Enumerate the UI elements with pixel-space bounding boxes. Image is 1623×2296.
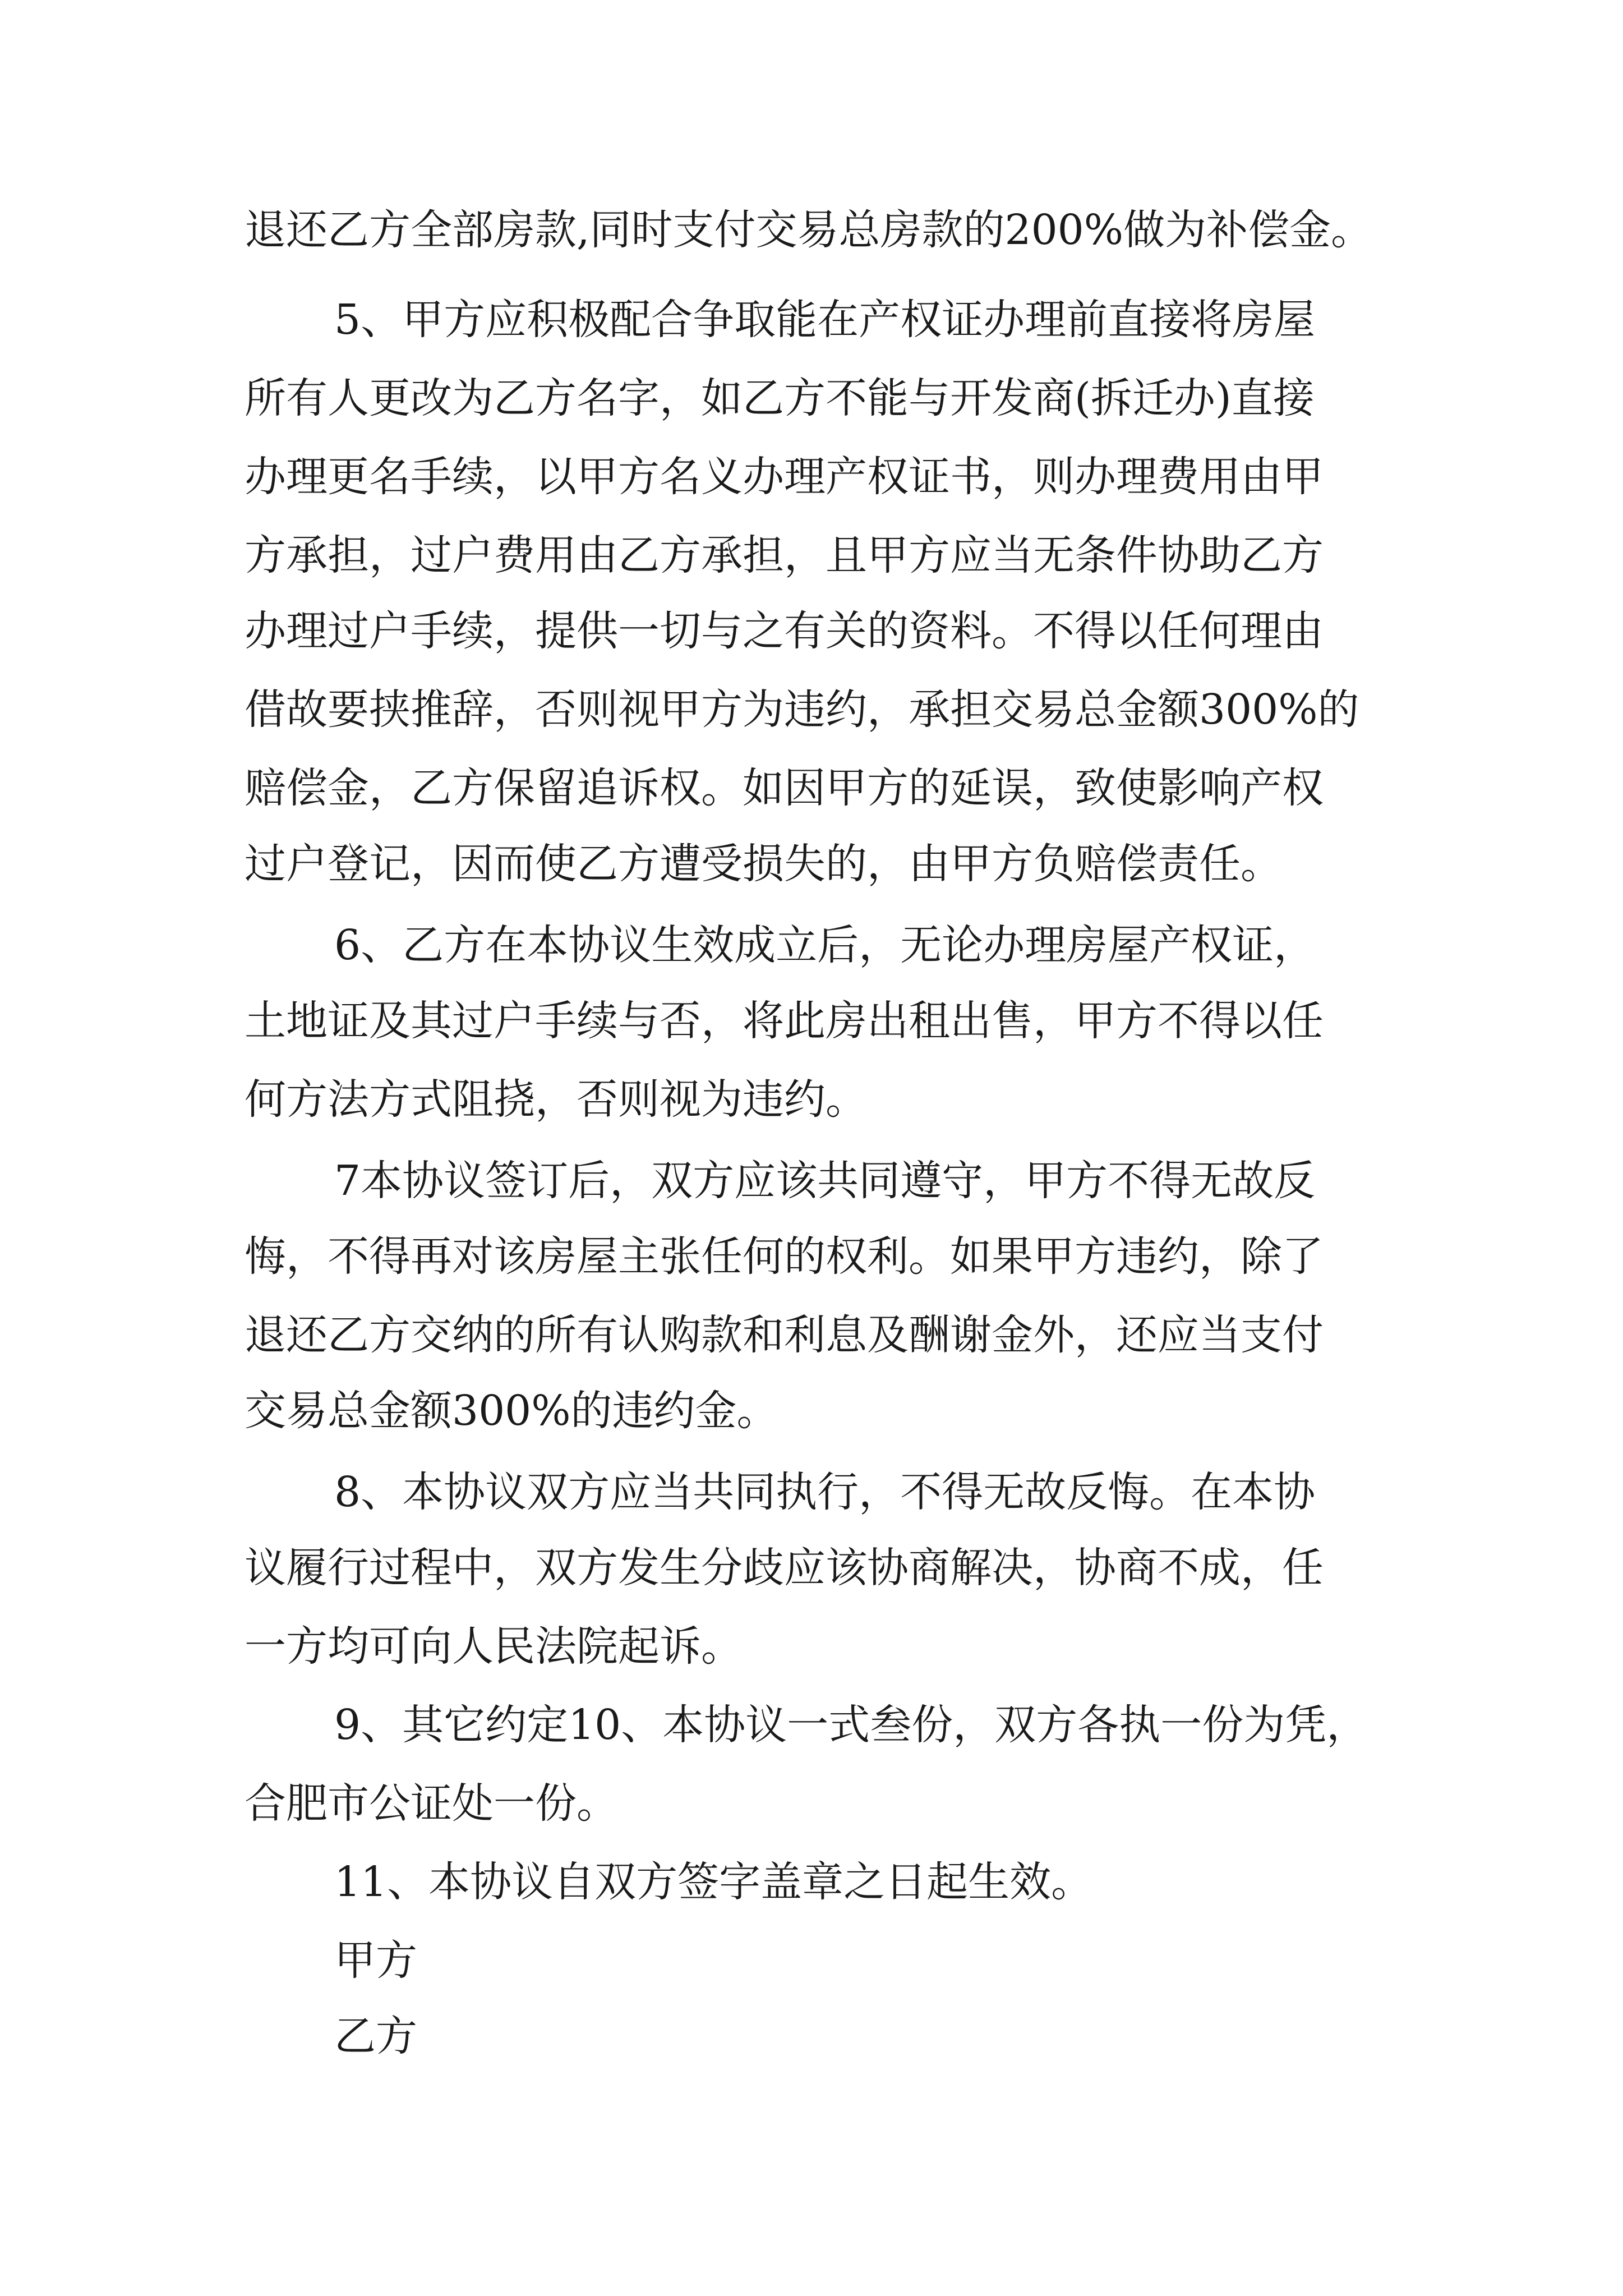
- text-line: 赔偿金，乙方保留追诉权。如因甲方的延误，致使影响产权: [245, 764, 1324, 812]
- text-line: 8、本协议双方应当共同执行，不得无故反悔。在本协: [334, 1468, 1316, 1516]
- text-line: 合肥市公证处一份。: [245, 1779, 618, 1828]
- text-line: 6、乙方在本协议生效成立后，无论办理房屋产权证，: [334, 921, 1316, 969]
- party-b-label: 乙方: [334, 2012, 417, 2060]
- text-line: 7本协议签订后，双方应该共同遵守，甲方不得无故反: [334, 1157, 1316, 1205]
- text-line: 9、其它约定10、本协议一式叁份，双方各执一份为凭，: [334, 1701, 1368, 1749]
- text-line: 办理过户手续，提供一切与之有关的资料。不得以任何理由: [245, 607, 1324, 655]
- text-line: 一方均可向人民法院起诉。: [245, 1622, 743, 1671]
- text-line: 所有人更改为乙方名字，如乙方不能与开发商(拆迁办)直接: [245, 374, 1315, 422]
- text-line: 过户登记，因而使乙方遭受损失的，由甲方负赔偿责任。: [245, 840, 1282, 888]
- text-line: 退还乙方全部房款,同时支付交易总房款的200%做为补偿金。: [245, 206, 1373, 254]
- text-line: 土地证及其过户手续与否，将此房出租出售，甲方不得以任: [245, 997, 1324, 1045]
- text-line: 5、甲方应积极配合争取能在产权证办理前直接将房屋: [334, 296, 1316, 344]
- text-line: 借故要挟推辞，否则视甲方为违约，承担交易总金额300%的: [245, 685, 1359, 734]
- text-line: 何方法方式阻挠，否则视为违约。: [245, 1075, 867, 1124]
- text-line: 悔，不得再对该房屋主张任何的权利。如果甲方违约，除了: [245, 1232, 1324, 1281]
- text-line: 退还乙方交纳的所有认购款和利息及酬谢金外，还应当支付: [245, 1311, 1324, 1359]
- text-line: 办理更名手续，以甲方名义办理产权证书，则办理费用由甲: [245, 453, 1324, 501]
- text-line: 11、本协议自双方签字盖章之日起生效。: [334, 1858, 1093, 1906]
- text-line: 方承担，过户费用由乙方承担，且甲方应当无条件协助乙方: [245, 531, 1324, 579]
- text-line: 交易总金额300%的违约金。: [245, 1387, 778, 1435]
- text-line: 议履行过程中，双方发生分歧应该协商解决，协商不成，任: [245, 1544, 1324, 1592]
- party-a-label: 甲方: [334, 1936, 417, 1985]
